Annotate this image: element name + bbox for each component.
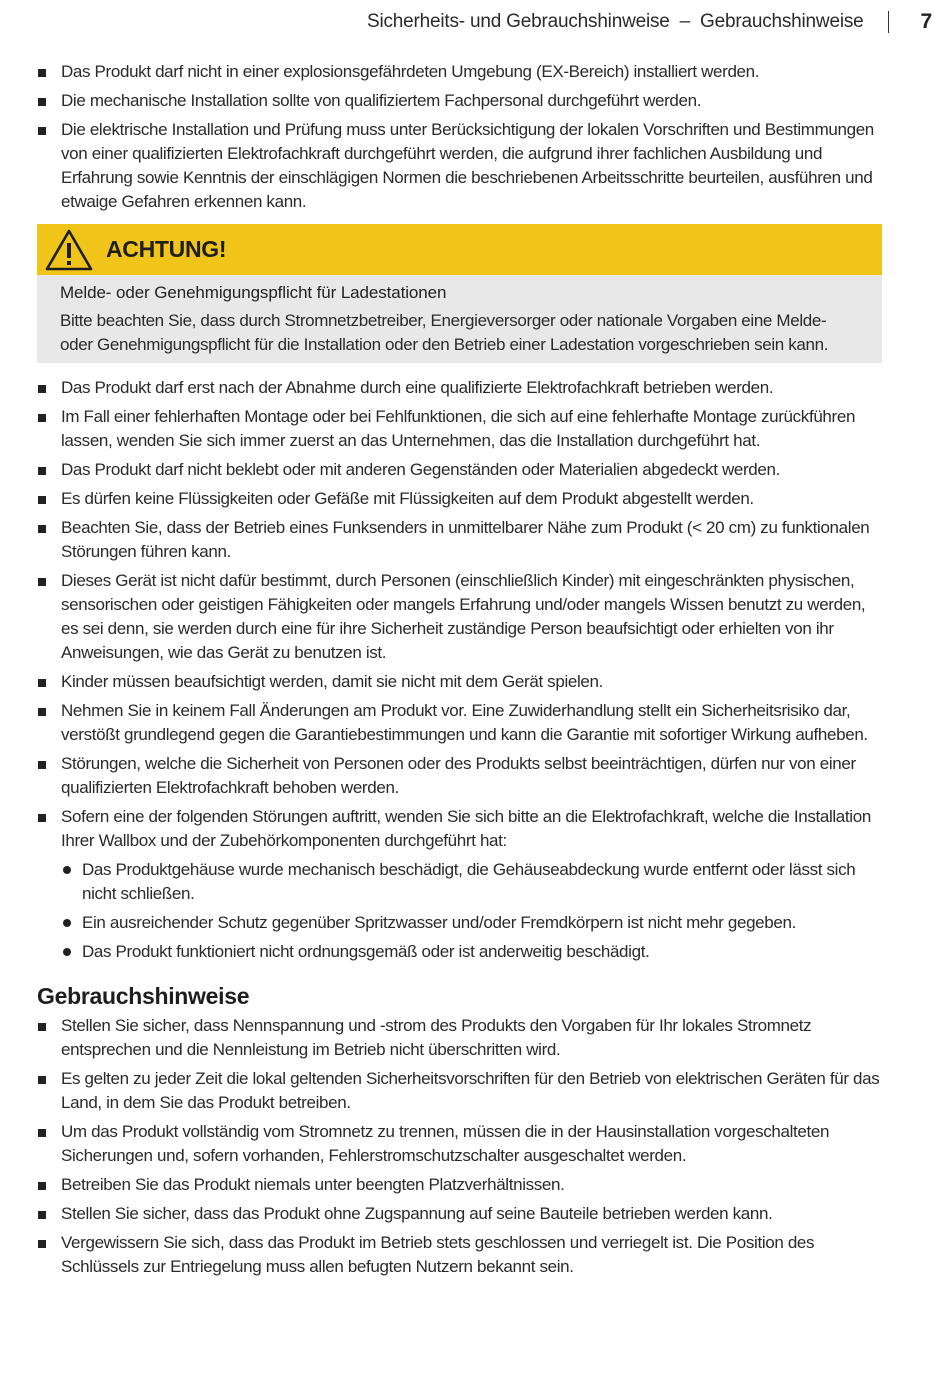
square-bullet-icon (38, 1129, 46, 1137)
square-bullet-icon (38, 1211, 46, 1219)
round-bullet-icon (63, 866, 71, 874)
square-bullet-icon (38, 679, 46, 687)
list-item (37, 60, 882, 84)
list-item-text: Betreiben Sie das Produkt niemals unter beengten Platzverhältnissen. (61, 1175, 565, 1194)
list-item (37, 89, 882, 113)
square-bullet-icon (38, 496, 46, 504)
page-content (37, 60, 882, 1284)
list-item (37, 1173, 882, 1197)
page-header (367, 8, 932, 36)
list-item-text: Im Fall einer fehlerhaften Montage oder bei Fehlfunktionen, die sich auf eine fehlerhafte Montage zurückführen lassen, wenden Sie sich immer zuerst an das Unternehmen, das die Installation durchgeführt hat. (61, 407, 856, 450)
list-item (37, 569, 882, 665)
list-item-text: Um das Produkt vollständig vom Stromnetz zu trennen, müssen die in der Hausinstallation vorgeschalteten Sicherungen und, sofern vorhanden, Fehlerstromschutzschalter ausgeschaltet werden. (61, 1122, 830, 1165)
square-bullet-icon (38, 1182, 46, 1190)
list-item-with-sublist (37, 805, 882, 964)
list-item (37, 516, 882, 564)
sublist-item-text: Das Produktgehäuse wurde mechanisch beschädigt, die Gehäuseabdeckung wurde entfernt oder lässt sich nicht schließen. (82, 860, 856, 903)
section-heading: Gebrauchshinweise (37, 983, 250, 1009)
square-bullet-icon (38, 127, 46, 135)
header-section-title: Sicherheits- und Gebrauchshinweise (367, 11, 670, 32)
warning-triangle-icon (44, 228, 94, 272)
list-item (37, 458, 882, 482)
list-item-text: Vergewissern Sie sich, dass das Produkt im Betrieb stets geschlossen und verriegelt ist. Die Position des Schlüssels zur Entriegelung muss allen befugten Nutzern bekannt sein. (61, 1233, 815, 1276)
square-bullet-icon (38, 414, 46, 422)
list-item-text: Die mechanische Installation sollte von qualifiziertem Fachpersonal durchgeführt werden. (61, 91, 702, 110)
sublist-item (61, 911, 882, 935)
round-bullet-icon (63, 919, 71, 927)
list-item-text: Beachten Sie, dass der Betrieb eines Funksenders in unmittelbarer Nähe zum Produkt (< 20 cm) zu funktionalen Störungen führen kann. (61, 518, 870, 561)
square-bullet-icon (38, 385, 46, 393)
square-bullet-icon (38, 525, 46, 533)
warning-box (37, 224, 882, 363)
fault-sublist (61, 858, 882, 964)
list-item-text: Stellen Sie sicher, dass das Produkt ohne Zugspannung auf seine Bauteile betrieben werden kann. (61, 1204, 773, 1223)
list-item-text: Das Produkt darf erst nach der Abnahme durch eine qualifizierte Elektrofachkraft betrieben werden. (61, 378, 774, 397)
square-bullet-icon (38, 814, 46, 822)
list-item (37, 118, 882, 214)
warning-label: ACHTUNG! (106, 236, 227, 262)
square-bullet-icon (38, 1023, 46, 1031)
square-bullet-icon (38, 578, 46, 586)
square-bullet-icon (38, 98, 46, 106)
round-bullet-icon (63, 948, 71, 956)
list-item-text: Störungen, welche die Sicherheit von Personen oder des Produkts selbst beeinträchtigen, dürfen nur von einer qualifizierten Elektrofachkraft behoben werden. (61, 754, 856, 797)
list-item-text: Die elektrische Installation und Prüfung muss unter Berücksichtigung der lokalen Vorschriften und Bestimmungen von einer qualifizierten Elektrofachkraft durchgeführt werden, die aufgrund ihrer fachlichen Ausbildung und Erfahrung sowie Kenntnis der einschlägigen Normen die beschriebenen Arbeitsschritte beurteilen, ausführen und etwaige Gefahren erkennen kann. (61, 120, 874, 211)
sublist-item (61, 858, 882, 906)
square-bullet-icon (38, 69, 46, 77)
list-item (37, 670, 882, 694)
sublist-item-text: Ein ausreichender Schutz gegenüber Spritzwasser und/oder Fremdkörpern ist nicht mehr gegeben. (82, 913, 796, 932)
page-number: 7 (920, 10, 932, 33)
list-item-text: Das Produkt darf nicht beklebt oder mit anderen Gegenständen oder Materialien abgedeckt werden. (61, 460, 780, 479)
warning-header (37, 224, 882, 275)
list-item-text: Sofern eine der folgenden Störungen auftritt, wenden Sie sich bitte an die Elektrofachkraft, welche die Installation Ihrer Wallbox und der Zubehörkomponenten durchgeführt hat: (61, 807, 871, 850)
list-item (37, 376, 882, 400)
list-item (37, 1120, 882, 1168)
list-item-text: Das Produkt darf nicht in einer explosionsgefährdeten Umgebung (EX-Bereich) installiert werden. (61, 62, 760, 81)
list-item-text: Stellen Sie sicher, dass Nennspannung und -strom des Produkts den Vorgaben für Ihr lokales Stromnetz entsprechen und die Nennleistung im Betrieb nicht überschritten wird. (61, 1016, 812, 1059)
list-item-text: Es dürfen keine Flüssigkeiten oder Gefäße mit Flüssigkeiten auf dem Produkt abgestellt werden. (61, 489, 754, 508)
list-item (37, 1231, 882, 1279)
safety-list-top (37, 60, 882, 214)
list-item (37, 752, 882, 800)
header-separator: – (679, 11, 691, 32)
warning-title: Melde- oder Genehmigungspflicht für Ladestationen (60, 283, 447, 302)
list-item (37, 699, 882, 747)
square-bullet-icon (38, 1240, 46, 1248)
warning-body (37, 275, 882, 363)
list-item (37, 1014, 882, 1062)
list-item-text: Nehmen Sie in keinem Fall Änderungen am Produkt vor. Eine Zuwiderhandlung stellt ein Sicherheitsrisiko dar, verstößt grundlegend gegen die Garantiebestimmungen und kann die Garantie mit sofortiger Wirkung aufheben. (61, 701, 868, 744)
square-bullet-icon (38, 467, 46, 475)
safety-list-main (37, 376, 882, 964)
square-bullet-icon (38, 1076, 46, 1084)
list-item-text: Kinder müssen beaufsichtigt werden, damit sie nicht mit dem Gerät spielen. (61, 672, 603, 691)
sublist-item-text: Das Produkt funktioniert nicht ordnungsgemäß oder ist anderweitig beschädigt. (82, 942, 650, 961)
list-item-text: Dieses Gerät ist nicht dafür bestimmt, durch Personen (einschließlich Kinder) mit eingeschränkten physischen, sensorischen oder geistigen Fähigkeiten oder mangels Erfahrung und/oder mangels Wissen benutzt zu werden, es sei denn, sie werden durch eine für ihre Sicherheit zuständige Person beaufsichtigt oder erhielten von ihr Anweisungen, wie das Gerät zu benutzen ist. (61, 571, 866, 662)
square-bullet-icon (38, 761, 46, 769)
header-subsection-title: Gebrauchshinweise (700, 11, 864, 32)
header-divider (888, 11, 889, 33)
list-item (37, 1067, 882, 1115)
sublist-item (61, 940, 882, 964)
square-bullet-icon (38, 708, 46, 716)
list-item (37, 1202, 882, 1226)
list-item (37, 405, 882, 453)
warning-text: Bitte beachten Sie, dass durch Stromnetzbetreiber, Energieversorger oder nationale Vorgaben eine Melde- oder Genehmigungspflicht für die Installation oder den Betrieb einer Ladestation vorgeschrieben sein kann. (60, 311, 829, 354)
list-item (37, 487, 882, 511)
list-item-text: Es gelten zu jeder Zeit die lokal geltenden Sicherheitsvorschriften für den Betrieb von elektrischen Geräten für das Land, in dem Sie das Produkt betreiben. (61, 1069, 880, 1112)
usage-list (37, 1014, 882, 1279)
